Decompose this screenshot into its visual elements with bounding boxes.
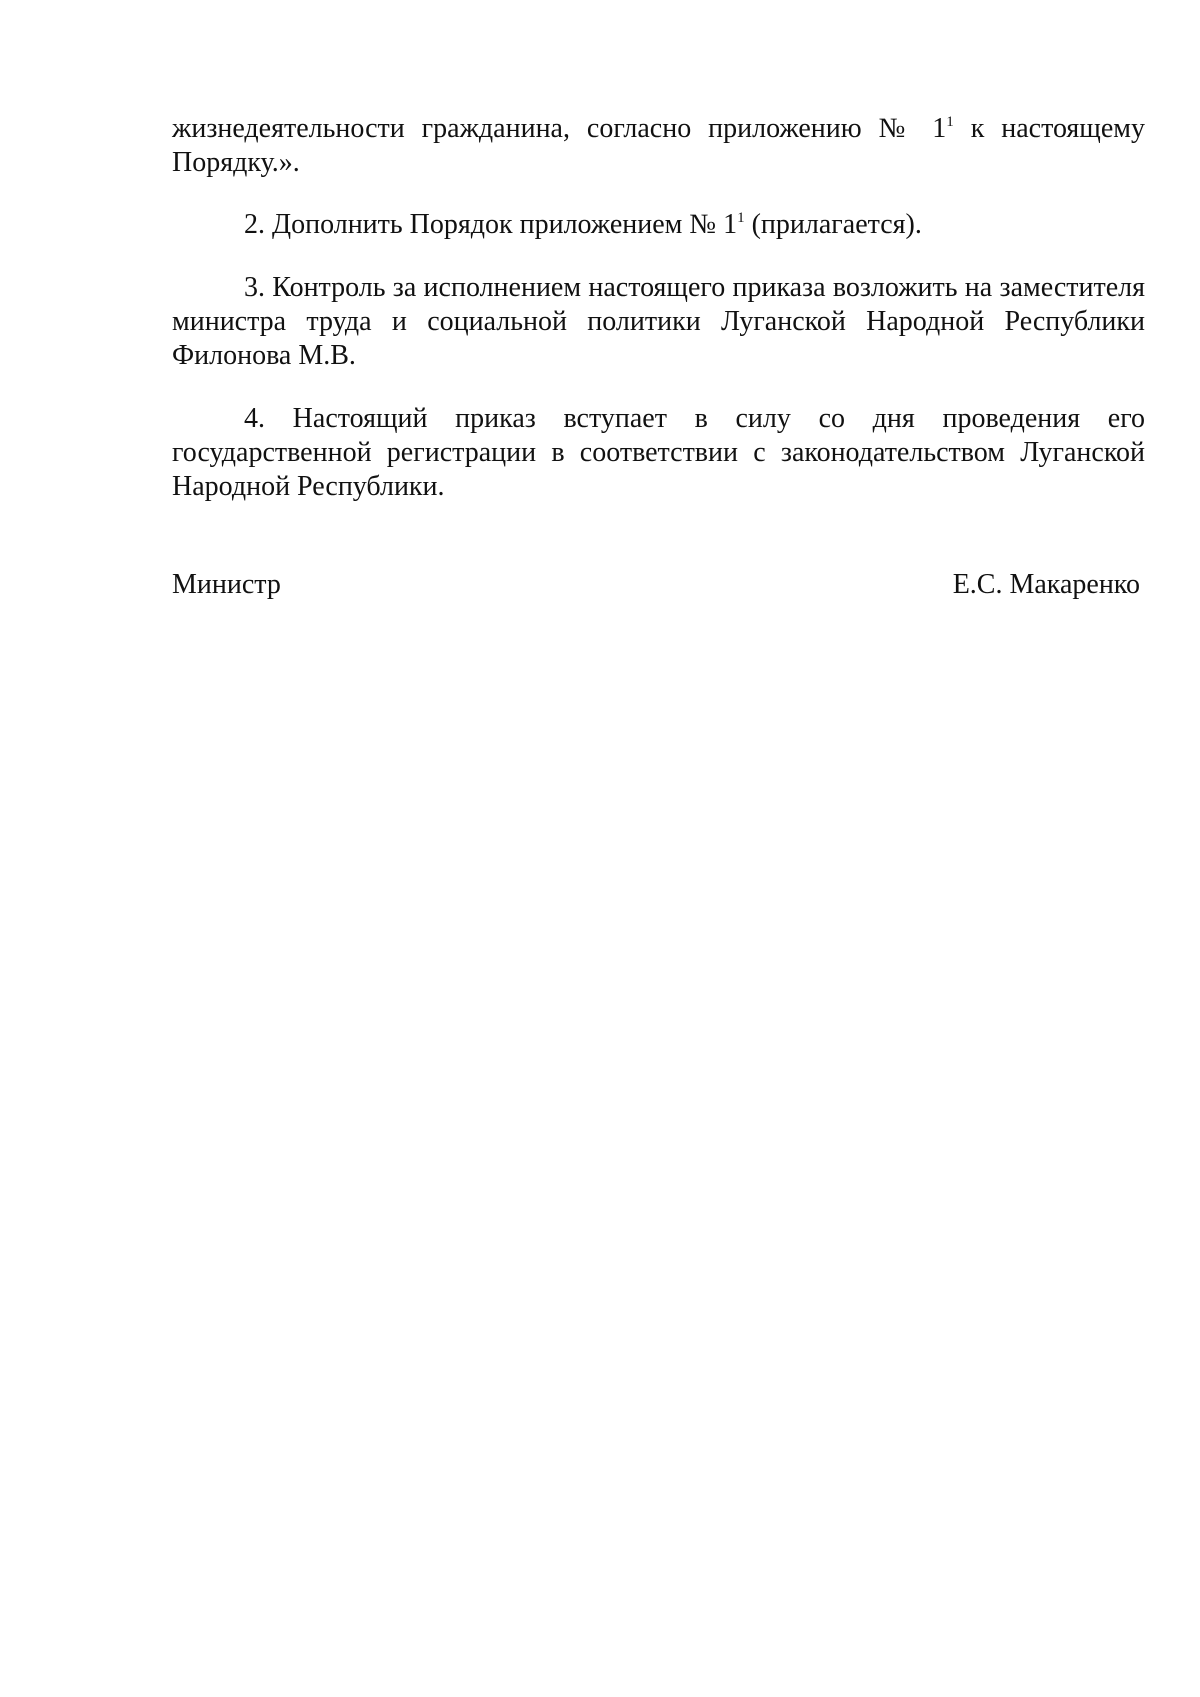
paragraph-item-3: 3. Контроль за исполнением настоящего приказа возложить на заместителя министра труда и социальной политики Луганской Народной Республики Филонова М.В. (172, 272, 1145, 371)
paragraph-intro-text-before: жизнедеятельности гражданина, согласно приложению № 1 (172, 113, 947, 144)
item-2-text-before: 2. Дополнить Порядок приложением № 1 (244, 209, 738, 240)
paragraph-item-2 (172, 208, 1145, 242)
paragraph-intro (172, 112, 1145, 180)
superscript: 1 (737, 209, 745, 226)
signature-position: Министр (172, 569, 281, 600)
signature-name: Е.С. Макаренко (952, 569, 1140, 600)
paragraph-item-4: 4. Настоящий приказ вступает в силу со дня проведения его государственной регистрации в соответствии с законодательством Луганской Народной Республики. (172, 403, 1145, 502)
paragraph-intro-text-after: к настоящему Порядку.». (172, 113, 1145, 178)
item-2-text-after: (прилагается). (744, 209, 922, 240)
signature-block (172, 568, 1145, 602)
superscript: 1 (946, 113, 954, 130)
document-page (172, 112, 1145, 602)
